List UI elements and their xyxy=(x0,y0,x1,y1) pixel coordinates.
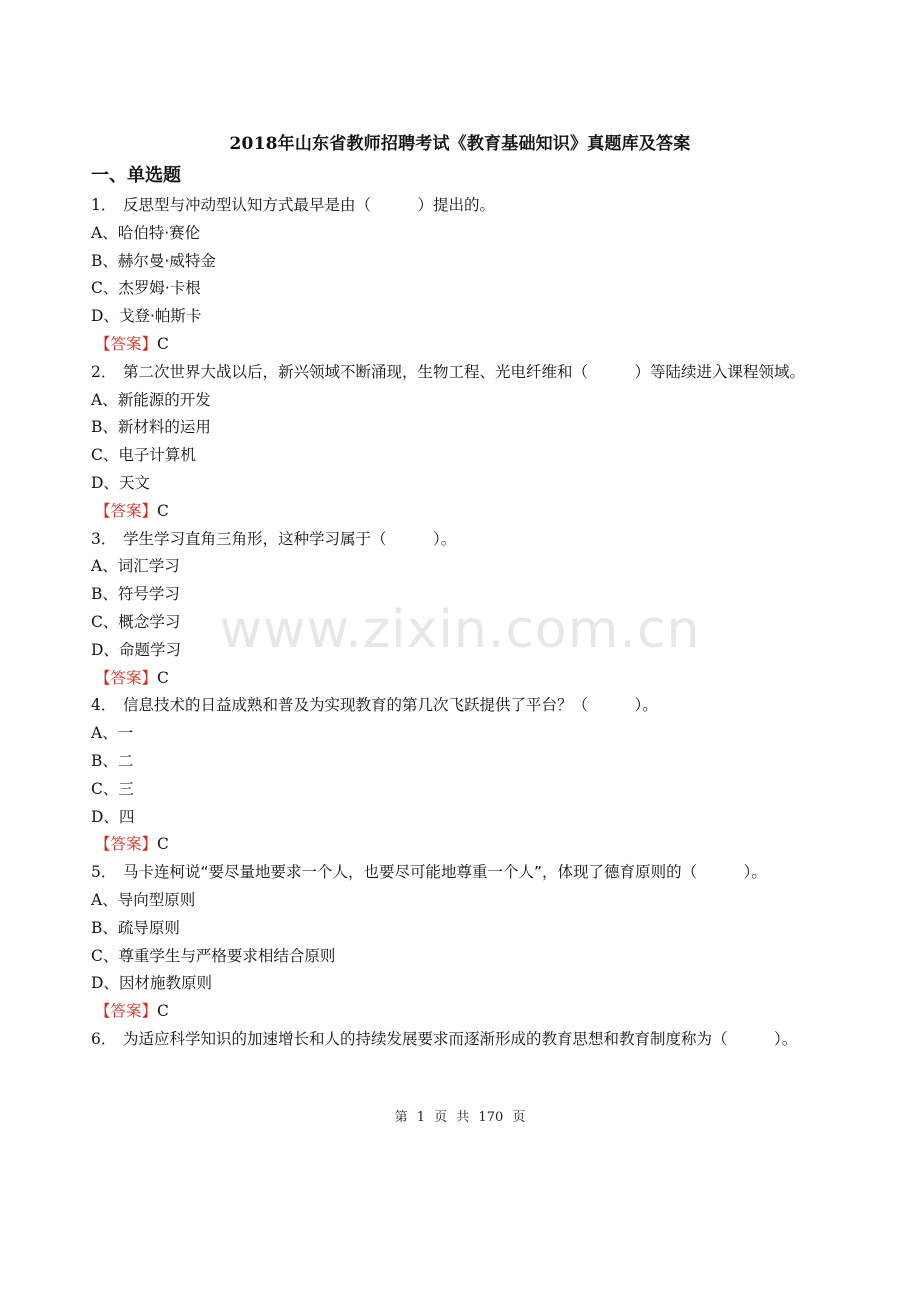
option-letter: C、 xyxy=(91,279,119,298)
option-d xyxy=(91,970,851,998)
option-b xyxy=(91,581,851,609)
option-text: 新材料的运用 xyxy=(117,418,211,437)
option-letter: A、 xyxy=(91,390,118,409)
option-text: 符号学习 xyxy=(117,585,180,604)
option-letter: B、 xyxy=(91,751,118,770)
option-text: 因材施教原则 xyxy=(118,974,212,993)
answer-label: 【答案】 xyxy=(95,668,158,687)
question-list xyxy=(91,192,851,1054)
question-text: 学生学习直角三角形，这种学习属于（ ）。 xyxy=(123,529,457,548)
option-text: 哈伯特·赛伦 xyxy=(117,223,201,242)
option-letter: B、 xyxy=(91,251,118,270)
option-text: 四 xyxy=(118,807,135,826)
option-a xyxy=(91,887,851,915)
option-text: 一 xyxy=(117,724,134,743)
option-c xyxy=(91,275,851,303)
answer-label: 【答案】 xyxy=(95,835,158,854)
question-stem xyxy=(91,1026,851,1054)
option-letter: B、 xyxy=(91,918,118,937)
option-c xyxy=(91,442,851,470)
option-letter: D、 xyxy=(91,974,119,993)
option-text: 赫尔曼·威特金 xyxy=(117,251,216,270)
option-text: 杰罗姆·卡根 xyxy=(118,279,201,298)
option-a xyxy=(91,553,851,581)
option-c xyxy=(91,943,851,971)
answer-value: C xyxy=(157,1002,169,1021)
option-a xyxy=(91,387,851,415)
option-letter: C、 xyxy=(91,779,119,798)
question-number: 4． xyxy=(91,696,117,715)
option-text: 二 xyxy=(117,751,134,770)
answer-label: 【答案】 xyxy=(95,334,158,353)
question-number: 3． xyxy=(91,529,117,548)
answer-line xyxy=(91,998,851,1026)
answer-value: C xyxy=(157,835,169,854)
question-number: 2． xyxy=(91,362,117,381)
answer-label: 【答案】 xyxy=(95,501,158,520)
option-d xyxy=(91,804,851,832)
option-text: 尊重学生与严格要求相结合原则 xyxy=(118,946,336,965)
option-letter: D、 xyxy=(91,473,119,492)
option-letter: A、 xyxy=(91,724,118,743)
option-text: 戈登·帕斯卡 xyxy=(118,307,202,326)
answer-line xyxy=(91,831,851,859)
option-d xyxy=(91,303,851,331)
option-letter: D、 xyxy=(91,307,119,326)
option-letter: B、 xyxy=(91,585,118,604)
option-b xyxy=(91,248,851,276)
answer-line xyxy=(91,498,851,526)
option-d xyxy=(91,470,851,498)
answer-value: C xyxy=(157,668,169,687)
question-stem xyxy=(91,359,851,387)
option-c xyxy=(91,776,851,804)
option-b xyxy=(91,748,851,776)
question-number: 5． xyxy=(91,863,117,882)
option-b xyxy=(91,414,851,442)
option-text: 疏导原则 xyxy=(117,918,180,937)
option-text: 三 xyxy=(118,779,134,798)
question-number: 6． xyxy=(91,1029,117,1048)
question-stem xyxy=(91,526,851,554)
option-a xyxy=(91,720,851,748)
option-text: 电子计算机 xyxy=(118,446,196,465)
option-b xyxy=(91,915,851,943)
option-a xyxy=(91,220,851,248)
question-text: 第二次世界大战以后，新兴领域不断涌现，生物工程、光电纤维和（ ）等陆续进入课程领域。 xyxy=(123,362,806,381)
question-stem xyxy=(91,859,851,887)
option-letter: C、 xyxy=(91,446,119,465)
section-heading: 一、单选题 xyxy=(91,165,181,186)
option-letter: A、 xyxy=(91,890,118,909)
document-title: 2018年山东省教师招聘考试《教育基础知识》真题库及答案 xyxy=(229,134,691,154)
question-text: 反思型与冲动型认知方式最早是由（ ）提出的。 xyxy=(123,196,496,214)
question-text: 马卡连柯说“要尽量地要求一个人，也要尽可能地尊重一个人”，体现了德育原则的（ ）。 xyxy=(123,863,767,882)
option-text: 命题学习 xyxy=(118,640,181,659)
option-text: 概念学习 xyxy=(118,612,181,631)
option-d xyxy=(91,637,851,665)
option-letter: A、 xyxy=(91,223,118,242)
option-letter: D、 xyxy=(91,807,119,826)
question-number: 1． xyxy=(91,196,117,214)
question-stem xyxy=(91,192,851,220)
answer-label: 【答案】 xyxy=(95,1002,158,1021)
option-letter: B、 xyxy=(91,418,118,437)
answer-line xyxy=(91,331,851,359)
option-letter: A、 xyxy=(91,557,118,576)
option-text: 导向型原则 xyxy=(117,890,196,909)
option-letter: C、 xyxy=(91,946,119,965)
option-letter: D、 xyxy=(91,640,119,659)
option-c xyxy=(91,609,851,637)
question-stem xyxy=(91,692,851,720)
option-text: 天文 xyxy=(118,473,150,492)
answer-value: C xyxy=(157,501,169,520)
watermark: www.zixin.com.cn xyxy=(219,600,701,660)
option-text: 新能源的开发 xyxy=(117,390,211,409)
page-footer: 第 1 页 共 170 页 xyxy=(394,1110,526,1125)
question-text: 信息技术的日益成熟和普及为实现教育的第几次飞跃提供了平台？（ ）。 xyxy=(123,696,658,715)
answer-value: C xyxy=(157,334,169,353)
option-letter: C、 xyxy=(91,612,119,631)
answer-line xyxy=(91,665,851,693)
question-text: 为适应科学知识的加速增长和人的持续发展要求而逐渐形成的教育思想和教育制度称为（ ）。 xyxy=(123,1029,798,1048)
option-text: 词汇学习 xyxy=(117,557,180,576)
